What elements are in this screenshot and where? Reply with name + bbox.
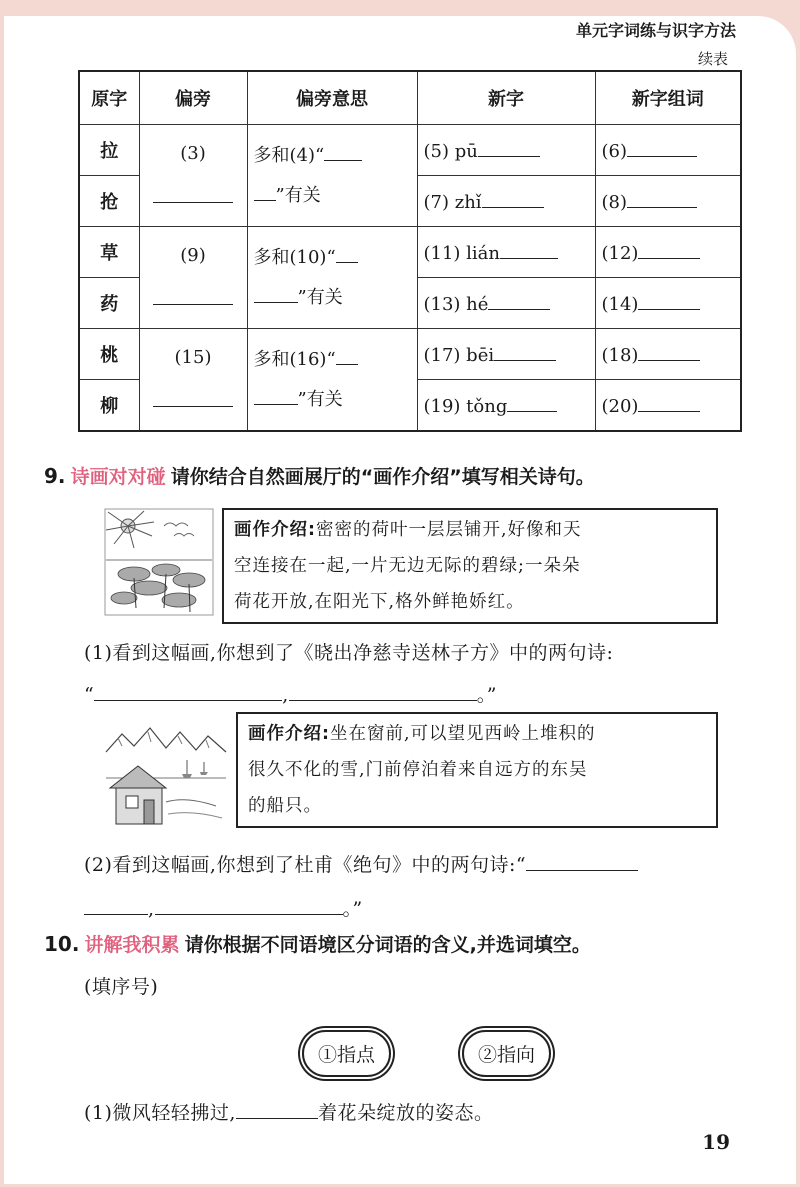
- word-number: (14): [601, 294, 639, 315]
- meaning-blank-cont[interactable]: [254, 182, 276, 201]
- table-header-row: [79, 71, 741, 125]
- radical-blank[interactable]: [153, 286, 233, 305]
- sentence-suffix: 着花朵绽放的姿态。: [317, 1102, 494, 1124]
- word-cell: [595, 380, 741, 432]
- q10-sub-1: [84, 1098, 493, 1125]
- question-10-heading: [44, 930, 591, 957]
- meaning-blank-cont[interactable]: [254, 386, 298, 405]
- col-header: 新字: [417, 71, 595, 125]
- word-cell: [595, 329, 741, 380]
- word-number: (12): [601, 243, 639, 264]
- word-option-cloud: ①指点: [302, 1030, 391, 1077]
- question-tag: 讲解我积累: [84, 934, 180, 956]
- meaning-suffix: ”有关: [297, 388, 343, 410]
- new-char-cell: [417, 125, 595, 176]
- poem-line-blank[interactable]: [84, 896, 148, 915]
- new-char-cell: [417, 278, 595, 329]
- meaning-suffix: ”有关: [297, 286, 343, 308]
- radical-blank[interactable]: [153, 184, 233, 203]
- word-number: (18): [601, 345, 639, 366]
- word-cell: [595, 227, 741, 278]
- new-char-cell: [417, 380, 595, 432]
- col-header: 原字: [79, 71, 139, 125]
- intro-text-line: 荷花开放,在阳光下,格外鲜艳娇红。: [234, 592, 525, 612]
- new-char-blank[interactable]: [507, 393, 557, 412]
- radical-number: (3): [180, 143, 206, 164]
- radical-number: (9): [180, 245, 206, 266]
- new-char-cell: [417, 176, 595, 227]
- radical-blank[interactable]: [153, 388, 233, 407]
- radical-answer-cell: [139, 329, 247, 432]
- table-row: [79, 227, 741, 278]
- original-char: 草: [79, 227, 139, 278]
- meaning-cell: [247, 227, 417, 329]
- word-blank[interactable]: [627, 138, 697, 157]
- new-char-blank[interactable]: [488, 291, 550, 310]
- poem-line-blank[interactable]: [94, 682, 282, 701]
- intro-text-line: 密密的荷叶一层层铺开,好像和天: [316, 520, 582, 540]
- question-number: 10.: [44, 932, 80, 956]
- poem-line-blank[interactable]: [526, 852, 638, 871]
- fill-number-note: (填序号): [84, 976, 159, 998]
- radical-table: [78, 70, 742, 432]
- question-number: 9.: [44, 464, 66, 488]
- unit-header-title: 单元字词练与识字方法: [575, 21, 736, 40]
- meaning-prefix: 多和(4)“: [253, 144, 325, 166]
- table-row: [79, 329, 741, 380]
- word-option-cloud: ②指向: [462, 1030, 551, 1077]
- pinyin-label: (19) tǒng: [423, 396, 508, 417]
- comma: ,: [148, 898, 155, 920]
- lotus-pond-illustration: [104, 508, 214, 616]
- word-number: (8): [601, 192, 627, 213]
- word-blank[interactable]: [627, 189, 697, 208]
- original-char: 药: [79, 278, 139, 329]
- meaning-prefix: 多和(16)“: [253, 348, 336, 370]
- close-quote: 。”: [476, 684, 497, 706]
- meaning-cell: [247, 329, 417, 432]
- question-9-heading: [44, 462, 595, 489]
- original-char: 拉: [79, 125, 139, 176]
- new-char-blank[interactable]: [500, 240, 558, 259]
- painting-intro-box-1: [222, 508, 718, 624]
- new-char-blank[interactable]: [494, 342, 556, 361]
- pinyin-label: (13) hé: [423, 294, 489, 315]
- table-continued-label: 续表: [697, 50, 728, 68]
- pinyin-label: (7) zhǐ: [423, 192, 482, 213]
- new-char-blank[interactable]: [482, 189, 544, 208]
- pinyin-label: (17) bēi: [423, 345, 495, 366]
- meaning-blank[interactable]: [336, 346, 358, 365]
- meaning-blank-cont[interactable]: [254, 284, 298, 303]
- word-choice-blank[interactable]: [236, 1100, 318, 1119]
- prompt-text: (2)看到这幅画,你想到了杜甫《绝句》中的两句诗:“: [84, 854, 527, 876]
- page-number: 19: [702, 1130, 730, 1154]
- word-blank[interactable]: [638, 291, 700, 310]
- meaning-blank[interactable]: [324, 142, 362, 161]
- intro-label: 画作介绍:: [234, 520, 316, 540]
- meaning-suffix: ”有关: [275, 184, 321, 206]
- word-blank[interactable]: [638, 342, 700, 361]
- intro-text-line: 的船只。: [248, 796, 322, 816]
- q9-sub-1-answer-line: [84, 680, 497, 707]
- original-char: 柳: [79, 380, 139, 432]
- question-prompt: 请你结合自然画展厅的“画作介绍”填写相关诗句。: [170, 466, 595, 488]
- col-header: 偏旁意思: [247, 71, 417, 125]
- sentence-prefix: (1)微风轻轻拂过,: [84, 1102, 236, 1124]
- q9-sub-2-answer-line: [84, 894, 363, 921]
- radical-number: (15): [174, 347, 212, 368]
- close-quote: 。”: [342, 898, 363, 920]
- new-char-cell: [417, 329, 595, 380]
- question-tag: 诗画对对碰: [70, 466, 166, 488]
- poem-line-blank[interactable]: [155, 896, 343, 915]
- intro-text-line: 坐在窗前,可以望见西岭上堆积的: [330, 724, 596, 744]
- col-header: 新字组词: [595, 71, 741, 125]
- word-blank[interactable]: [638, 393, 700, 412]
- word-cell: [595, 278, 741, 329]
- original-char: 桃: [79, 329, 139, 380]
- poem-line-blank[interactable]: [289, 682, 477, 701]
- open-quote: “: [84, 684, 95, 706]
- meaning-cell: [247, 125, 417, 227]
- q9-sub-1-prompt: (1)看到这幅画,你想到了《晓出净慈寺送林子方》中的两句诗:: [84, 642, 614, 664]
- word-number: (6): [601, 141, 627, 162]
- radical-answer-cell: [139, 227, 247, 329]
- question-prompt: 请你根据不同语境区分词语的含义,并选词填空。: [184, 934, 591, 956]
- radical-answer-cell: [139, 125, 247, 227]
- comma: ,: [282, 684, 289, 706]
- meaning-prefix: 多和(10)“: [253, 246, 336, 268]
- word-number: (20): [601, 396, 639, 417]
- painting-intro-box-2: [236, 712, 718, 828]
- pinyin-label: (5) pū: [423, 141, 478, 162]
- col-header: 偏旁: [139, 71, 247, 125]
- word-cell: [595, 176, 741, 227]
- intro-text-line: 空连接在一起,一片无边无际的碧绿;一朵朵: [234, 556, 581, 576]
- q9-sub-2-prompt: [84, 850, 638, 877]
- intro-label: 画作介绍:: [248, 724, 330, 744]
- new-char-blank[interactable]: [478, 138, 540, 157]
- new-char-cell: [417, 227, 595, 278]
- pinyin-label: (11) lián: [423, 243, 501, 264]
- meaning-blank[interactable]: [336, 244, 358, 263]
- original-char: 抢: [79, 176, 139, 227]
- table-row: [79, 125, 741, 176]
- intro-text-line: 很久不化的雪,门前停泊着来自远方的东吴: [248, 760, 588, 780]
- mountain-window-illustration: [104, 722, 228, 830]
- word-blank[interactable]: [638, 240, 700, 259]
- word-cell: [595, 125, 741, 176]
